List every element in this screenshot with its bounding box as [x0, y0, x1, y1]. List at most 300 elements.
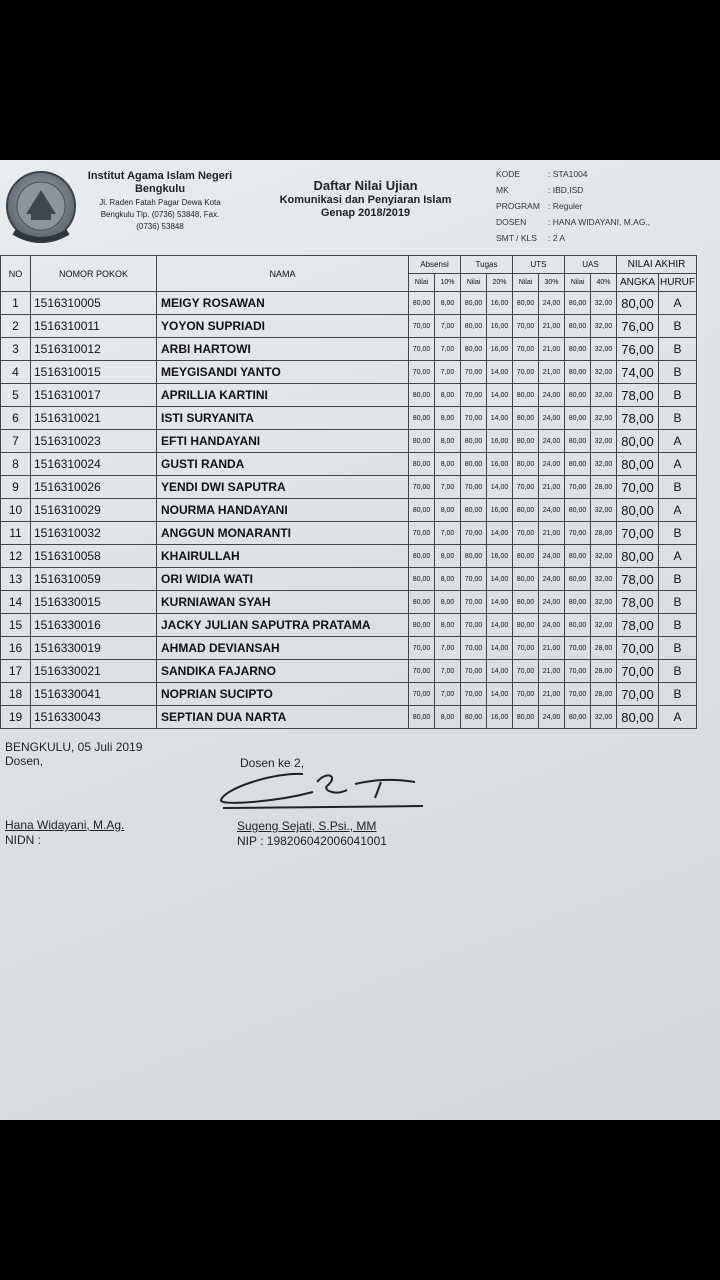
cell-uas-pct: 32,00	[591, 453, 617, 476]
meta-label: PROGRAM	[496, 201, 540, 211]
cell-no: 18	[1, 683, 31, 706]
cell-uas-pct: 32,00	[591, 614, 617, 637]
header-pct: 10%	[435, 274, 461, 292]
cell-tugas-nilai: 80,00	[461, 499, 487, 522]
cell-nim: 1516330021	[31, 660, 157, 683]
cell-no: 8	[1, 453, 31, 476]
cell-nim: 1516310012	[31, 338, 157, 361]
cell-nama: YOYON SUPRIADI	[157, 315, 409, 338]
institution-address-line2: Bengkulu Tlp. (0736) 53848, Fax.	[100, 210, 220, 219]
cell-uas-nilai: 80,00	[565, 591, 591, 614]
institution-address-line1: Jl. Raden Fatah Pagar Dewa Kota	[99, 198, 221, 207]
cell-uas-pct: 28,00	[591, 637, 617, 660]
cell-uas-pct: 32,00	[591, 591, 617, 614]
header-nilai-akhir: NILAI AKHIR	[617, 256, 697, 274]
cell-absensi-pct: 7,00	[435, 637, 461, 660]
cell-huruf: A	[659, 430, 697, 453]
handwritten-signature	[215, 760, 430, 820]
cell-uas-pct: 32,00	[591, 407, 617, 430]
cell-no: 16	[1, 637, 31, 660]
cell-uas-pct: 32,00	[591, 706, 617, 729]
cell-nama: SANDIKA FAJARNO	[157, 660, 409, 683]
cell-tugas-pct: 16,00	[487, 453, 513, 476]
cell-absensi-pct: 7,00	[435, 338, 461, 361]
cell-uas-nilai: 80,00	[565, 384, 591, 407]
cell-angka: 80,00	[617, 453, 659, 476]
cell-tugas-pct: 14,00	[487, 476, 513, 499]
cell-absensi-pct: 7,00	[435, 476, 461, 499]
cell-tugas-pct: 16,00	[487, 706, 513, 729]
cell-no: 17	[1, 660, 31, 683]
cell-uts-pct: 21,00	[539, 637, 565, 660]
cell-absensi-pct: 7,00	[435, 361, 461, 384]
cell-absensi-nilai: 80,00	[409, 591, 435, 614]
meta-value: : HANA WIDAYANI, M.AG.,	[548, 217, 651, 227]
cell-uts-pct: 24,00	[539, 591, 565, 614]
cell-uas-pct: 32,00	[591, 499, 617, 522]
cell-nim: 1516310021	[31, 407, 157, 430]
cell-nim: 1516330041	[31, 683, 157, 706]
cell-nama: NOURMA HANDAYANI	[157, 499, 409, 522]
cell-uts-nilai: 80,00	[513, 384, 539, 407]
title-line1: Daftar Nilai Ujian	[313, 178, 418, 193]
cell-uts-nilai: 70,00	[513, 522, 539, 545]
cell-uts-pct: 21,00	[539, 338, 565, 361]
table-row	[1, 706, 697, 729]
cell-absensi-pct: 8,00	[435, 545, 461, 568]
cell-nama: NOPRIAN SUCIPTO	[157, 683, 409, 706]
table-row	[1, 430, 697, 453]
header-row-1	[1, 256, 697, 274]
cell-huruf: A	[659, 453, 697, 476]
cell-uas-nilai: 80,00	[565, 430, 591, 453]
cell-absensi-pct: 7,00	[435, 315, 461, 338]
cell-uts-pct: 24,00	[539, 706, 565, 729]
cell-tugas-pct: 14,00	[487, 522, 513, 545]
cell-uts-pct: 21,00	[539, 660, 565, 683]
cell-huruf: B	[659, 614, 697, 637]
dosen2-name: Sugeng Sejati, S.Psi., MM	[237, 819, 377, 833]
meta-label: SMT / KLS	[496, 233, 537, 243]
cell-uas-nilai: 80,00	[565, 315, 591, 338]
cell-tugas-nilai: 80,00	[461, 292, 487, 315]
cell-tugas-nilai: 70,00	[461, 683, 487, 706]
table-row	[1, 614, 697, 637]
cell-nama: AHMAD DEVIANSAH	[157, 637, 409, 660]
cell-tugas-nilai: 70,00	[461, 407, 487, 430]
cell-tugas-nilai: 80,00	[461, 545, 487, 568]
cell-huruf: B	[659, 476, 697, 499]
cell-uas-pct: 28,00	[591, 660, 617, 683]
header-nilai: Nilai	[565, 274, 591, 292]
cell-tugas-nilai: 80,00	[461, 453, 487, 476]
cell-tugas-nilai: 70,00	[461, 637, 487, 660]
cell-tugas-nilai: 70,00	[461, 660, 487, 683]
cell-nim: 1516310032	[31, 522, 157, 545]
cell-uas-nilai: 70,00	[565, 660, 591, 683]
cell-absensi-pct: 8,00	[435, 499, 461, 522]
table-row	[1, 568, 697, 591]
cell-absensi-pct: 8,00	[435, 568, 461, 591]
cell-huruf: B	[659, 660, 697, 683]
header-huruf: HURUF	[659, 274, 697, 292]
cell-nim: 1516310017	[31, 384, 157, 407]
cell-no: 11	[1, 522, 31, 545]
cell-huruf: A	[659, 499, 697, 522]
cell-no: 9	[1, 476, 31, 499]
cell-tugas-pct: 14,00	[487, 591, 513, 614]
cell-uts-nilai: 80,00	[513, 292, 539, 315]
cell-absensi-nilai: 80,00	[409, 614, 435, 637]
cell-absensi-pct: 7,00	[435, 660, 461, 683]
dosen2-label: Dosen ke 2,	[240, 756, 305, 770]
cell-tugas-pct: 14,00	[487, 683, 513, 706]
cell-nama: EFTI HANDAYANI	[157, 430, 409, 453]
table-row	[1, 591, 697, 614]
cell-uts-pct: 24,00	[539, 453, 565, 476]
table-row	[1, 545, 697, 568]
cell-no: 2	[1, 315, 31, 338]
cell-nim: 1516330015	[31, 591, 157, 614]
cell-absensi-nilai: 80,00	[409, 453, 435, 476]
cell-uts-nilai: 70,00	[513, 361, 539, 384]
cell-uts-nilai: 70,00	[513, 660, 539, 683]
cell-angka: 80,00	[617, 545, 659, 568]
cell-nama: GUSTI RANDA	[157, 453, 409, 476]
cell-huruf: A	[659, 706, 697, 729]
table-row	[1, 338, 697, 361]
cell-tugas-nilai: 70,00	[461, 568, 487, 591]
cell-tugas-nilai: 70,00	[461, 614, 487, 637]
cell-tugas-pct: 14,00	[487, 637, 513, 660]
cell-huruf: B	[659, 407, 697, 430]
cell-no: 4	[1, 361, 31, 384]
cell-uts-nilai: 80,00	[513, 545, 539, 568]
cell-tugas-pct: 14,00	[487, 568, 513, 591]
cell-absensi-nilai: 80,00	[409, 292, 435, 315]
cell-absensi-pct: 7,00	[435, 522, 461, 545]
cell-nim: 1516310011	[31, 315, 157, 338]
cell-uas-nilai: 80,00	[565, 338, 591, 361]
cell-uts-pct: 24,00	[539, 384, 565, 407]
header-uts: UTS	[513, 256, 565, 274]
cell-huruf: B	[659, 315, 697, 338]
header-tugas: Tugas	[461, 256, 513, 274]
table-row	[1, 522, 697, 545]
cell-tugas-nilai: 70,00	[461, 476, 487, 499]
cell-angka: 78,00	[617, 568, 659, 591]
table-row	[1, 499, 697, 522]
cell-no: 1	[1, 292, 31, 315]
cell-tugas-pct: 14,00	[487, 614, 513, 637]
cell-huruf: B	[659, 568, 697, 591]
cell-uas-nilai: 80,00	[565, 453, 591, 476]
cell-uas-nilai: 80,00	[565, 292, 591, 315]
cell-uas-pct: 32,00	[591, 361, 617, 384]
cell-uts-pct: 21,00	[539, 315, 565, 338]
cell-no: 13	[1, 568, 31, 591]
cell-angka: 80,00	[617, 499, 659, 522]
cell-nama: ISTI SURYANITA	[157, 407, 409, 430]
meta-value: : 2 A	[548, 233, 566, 243]
cell-absensi-nilai: 70,00	[409, 315, 435, 338]
table-row	[1, 407, 697, 430]
cell-nim: 1516310015	[31, 361, 157, 384]
cell-no: 12	[1, 545, 31, 568]
cell-no: 3	[1, 338, 31, 361]
cell-nama: ARBI HARTOWI	[157, 338, 409, 361]
header-angka: ANGKA	[617, 274, 659, 292]
cell-tugas-nilai: 80,00	[461, 338, 487, 361]
cell-uts-nilai: 80,00	[513, 430, 539, 453]
cell-nama: JACKY JULIAN SAPUTRA PRATAMA	[157, 614, 409, 637]
cell-no: 7	[1, 430, 31, 453]
cell-absensi-pct: 8,00	[435, 430, 461, 453]
meta-value: : Reguler	[548, 201, 583, 211]
header-no: NO	[1, 256, 31, 292]
cell-nim: 1516310023	[31, 430, 157, 453]
institution-address-line3: (0736) 53848	[136, 222, 184, 231]
dosen2-nip: NIP : 198206042006041001	[237, 834, 387, 848]
cell-absensi-pct: 8,00	[435, 706, 461, 729]
meta-row	[496, 214, 716, 230]
cell-absensi-nilai: 80,00	[409, 499, 435, 522]
document-title	[258, 178, 473, 220]
cell-angka: 76,00	[617, 338, 659, 361]
cell-uas-pct: 32,00	[591, 338, 617, 361]
cell-absensi-pct: 8,00	[435, 614, 461, 637]
cell-no: 15	[1, 614, 31, 637]
cell-absensi-pct: 8,00	[435, 591, 461, 614]
cell-angka: 78,00	[617, 384, 659, 407]
header-nama: NAMA	[157, 256, 409, 292]
cell-absensi-nilai: 70,00	[409, 522, 435, 545]
title-line2: Komunikasi dan Penyiaran Islam	[279, 194, 452, 206]
meta-label: DOSEN	[496, 217, 527, 227]
cell-uts-nilai: 70,00	[513, 476, 539, 499]
cell-nama: KURNIAWAN SYAH	[157, 591, 409, 614]
cell-absensi-pct: 8,00	[435, 407, 461, 430]
cell-huruf: B	[659, 683, 697, 706]
header-pct: 40%	[591, 274, 617, 292]
table-row	[1, 292, 697, 315]
cell-tugas-pct: 16,00	[487, 545, 513, 568]
cell-no: 14	[1, 591, 31, 614]
cell-angka: 80,00	[617, 430, 659, 453]
meta-row	[496, 198, 716, 214]
cell-tugas-nilai: 80,00	[461, 706, 487, 729]
cell-angka: 70,00	[617, 637, 659, 660]
cell-angka: 78,00	[617, 591, 659, 614]
cell-angka: 74,00	[617, 361, 659, 384]
cell-nama: YENDI DWI SAPUTRA	[157, 476, 409, 499]
cell-nim: 1516310058	[31, 545, 157, 568]
cell-uas-pct: 28,00	[591, 522, 617, 545]
cell-nama: MEIGY ROSAWAN	[157, 292, 409, 315]
cell-uas-pct: 32,00	[591, 430, 617, 453]
cell-uts-pct: 24,00	[539, 292, 565, 315]
cell-absensi-nilai: 80,00	[409, 407, 435, 430]
cell-uas-pct: 32,00	[591, 384, 617, 407]
cell-tugas-pct: 14,00	[487, 384, 513, 407]
cell-nim: 1516310024	[31, 453, 157, 476]
cell-nama: APRILLIA KARTINI	[157, 384, 409, 407]
cell-no: 10	[1, 499, 31, 522]
cell-nama: ORI WIDIA WATI	[157, 568, 409, 591]
cell-tugas-nilai: 70,00	[461, 361, 487, 384]
cell-uas-nilai: 80,00	[565, 568, 591, 591]
cell-absensi-pct: 7,00	[435, 683, 461, 706]
cell-absensi-nilai: 70,00	[409, 361, 435, 384]
cell-nim: 1516310059	[31, 568, 157, 591]
cell-uts-pct: 21,00	[539, 522, 565, 545]
cell-angka: 70,00	[617, 660, 659, 683]
cell-huruf: B	[659, 384, 697, 407]
cell-nama: KHAIRULLAH	[157, 545, 409, 568]
cell-absensi-nilai: 70,00	[409, 476, 435, 499]
cell-absensi-nilai: 80,00	[409, 706, 435, 729]
cell-uts-pct: 24,00	[539, 568, 565, 591]
cell-tugas-nilai: 70,00	[461, 522, 487, 545]
meta-label: MK	[496, 185, 509, 195]
table-row	[1, 660, 697, 683]
cell-uas-pct: 32,00	[591, 292, 617, 315]
cell-nim: 1516310026	[31, 476, 157, 499]
cell-uas-pct: 28,00	[591, 476, 617, 499]
header-nim: NOMOR POKOK	[31, 256, 157, 292]
cell-angka: 80,00	[617, 706, 659, 729]
cell-huruf: A	[659, 545, 697, 568]
cell-uts-pct: 21,00	[539, 683, 565, 706]
cell-uts-pct: 24,00	[539, 545, 565, 568]
cell-nim: 1516330016	[31, 614, 157, 637]
cell-tugas-pct: 14,00	[487, 660, 513, 683]
grades-table-body	[1, 292, 697, 729]
meta-row	[496, 166, 716, 182]
cell-absensi-nilai: 80,00	[409, 545, 435, 568]
cell-huruf: B	[659, 361, 697, 384]
header-pct: 20%	[487, 274, 513, 292]
meta-label: KODE	[496, 169, 521, 179]
cell-nama: SEPTIAN DUA NARTA	[157, 706, 409, 729]
header-uas: UAS	[565, 256, 617, 274]
table-row	[1, 453, 697, 476]
institution-name-line1: Institut Agama Islam Negeri	[87, 170, 233, 182]
grades-table	[0, 255, 697, 729]
cell-absensi-nilai: 80,00	[409, 430, 435, 453]
cell-absensi-pct: 8,00	[435, 384, 461, 407]
institution-name-line2: Bengkulu	[134, 183, 186, 195]
institution-header	[80, 170, 240, 232]
cell-uts-pct: 24,00	[539, 614, 565, 637]
cell-uas-nilai: 80,00	[565, 614, 591, 637]
cell-absensi-nilai: 70,00	[409, 637, 435, 660]
cell-huruf: B	[659, 522, 697, 545]
cell-uts-nilai: 80,00	[513, 706, 539, 729]
course-meta	[496, 166, 716, 246]
cell-nim: 1516330043	[31, 706, 157, 729]
header-nilai: Nilai	[513, 274, 539, 292]
cell-uts-pct: 21,00	[539, 361, 565, 384]
cell-uas-nilai: 80,00	[565, 361, 591, 384]
cell-angka: 70,00	[617, 522, 659, 545]
meta-value: : IBD,ISD	[548, 185, 584, 195]
table-row	[1, 637, 697, 660]
cell-nama: ANGGUN MONARANTI	[157, 522, 409, 545]
meta-row	[496, 182, 716, 198]
cell-angka: 80,00	[617, 292, 659, 315]
cell-huruf: B	[659, 591, 697, 614]
cell-uts-nilai: 80,00	[513, 407, 539, 430]
dosen1-nidn: NIDN :	[5, 833, 41, 847]
header-pct: 30%	[539, 274, 565, 292]
cell-tugas-nilai: 80,00	[461, 430, 487, 453]
table-row	[1, 683, 697, 706]
cell-huruf: A	[659, 292, 697, 315]
cell-uts-nilai: 70,00	[513, 315, 539, 338]
cell-uas-nilai: 80,00	[565, 545, 591, 568]
cell-uas-nilai: 80,00	[565, 706, 591, 729]
cell-absensi-nilai: 80,00	[409, 568, 435, 591]
cell-angka: 70,00	[617, 476, 659, 499]
cell-uts-pct: 24,00	[539, 499, 565, 522]
cell-tugas-pct: 16,00	[487, 338, 513, 361]
cell-uas-pct: 28,00	[591, 683, 617, 706]
header-absensi: Absensi	[409, 256, 461, 274]
meta-value: : STA1004	[548, 169, 588, 179]
cell-tugas-pct: 16,00	[487, 292, 513, 315]
cell-angka: 78,00	[617, 407, 659, 430]
cell-nim: 1516330019	[31, 637, 157, 660]
cell-no: 6	[1, 407, 31, 430]
cell-tugas-nilai: 70,00	[461, 591, 487, 614]
cell-uts-nilai: 70,00	[513, 637, 539, 660]
cell-angka: 70,00	[617, 683, 659, 706]
cell-uts-pct: 24,00	[539, 407, 565, 430]
cell-absensi-pct: 8,00	[435, 292, 461, 315]
cell-uts-nilai: 80,00	[513, 614, 539, 637]
cell-nim: 1516310005	[31, 292, 157, 315]
cell-angka: 76,00	[617, 315, 659, 338]
cell-tugas-nilai: 70,00	[461, 384, 487, 407]
cell-no: 19	[1, 706, 31, 729]
cell-uas-nilai: 70,00	[565, 683, 591, 706]
cell-uts-nilai: 80,00	[513, 499, 539, 522]
table-row	[1, 476, 697, 499]
cell-tugas-nilai: 80,00	[461, 315, 487, 338]
cell-tugas-pct: 16,00	[487, 315, 513, 338]
cell-uts-nilai: 80,00	[513, 453, 539, 476]
cell-uas-pct: 32,00	[591, 545, 617, 568]
cell-uts-pct: 24,00	[539, 430, 565, 453]
cell-absensi-nilai: 70,00	[409, 660, 435, 683]
cell-absensi-pct: 8,00	[435, 453, 461, 476]
table-row	[1, 315, 697, 338]
cell-tugas-pct: 16,00	[487, 430, 513, 453]
dosen-label: Dosen,	[5, 754, 44, 768]
cell-huruf: B	[659, 637, 697, 660]
document-page	[0, 160, 720, 1120]
cell-huruf: B	[659, 338, 697, 361]
cell-uas-pct: 32,00	[591, 315, 617, 338]
cell-absensi-nilai: 70,00	[409, 683, 435, 706]
cell-uts-nilai: 70,00	[513, 338, 539, 361]
cell-nim: 1516310029	[31, 499, 157, 522]
cell-tugas-pct: 16,00	[487, 499, 513, 522]
cell-absensi-nilai: 80,00	[409, 384, 435, 407]
cell-uas-nilai: 70,00	[565, 476, 591, 499]
cell-uts-nilai: 80,00	[513, 591, 539, 614]
